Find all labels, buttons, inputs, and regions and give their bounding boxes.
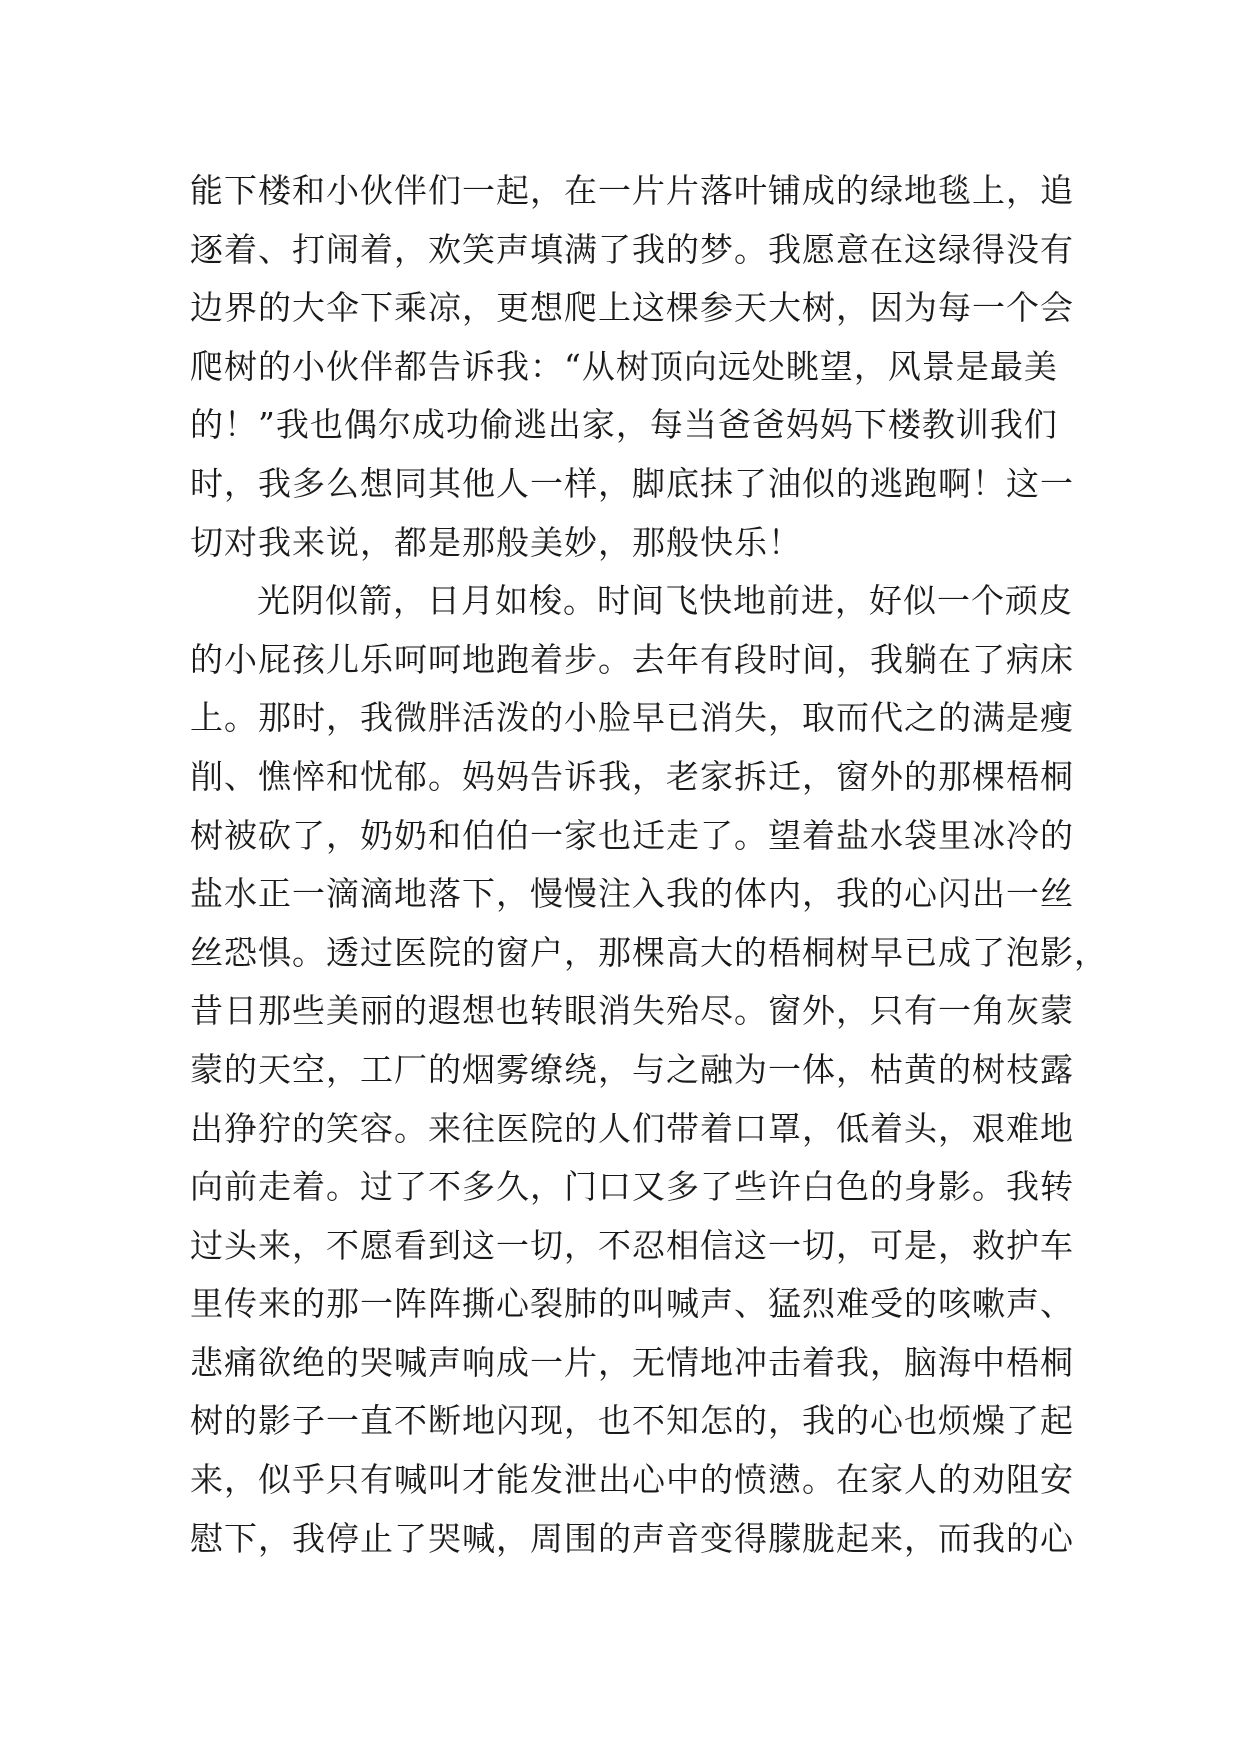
text-line: 切对我来说，都是那般美妙，那般快乐！	[190, 522, 802, 562]
text-line: 时，我多么想同其他人一样，脚底抹了油似的逃跑啊！这一	[190, 463, 1074, 503]
body-text	[190, 162, 1108, 1568]
text-line: 的！”我也偶尔成功偷逃出家，每当爸爸妈妈下楼教训我们	[190, 405, 1058, 445]
text-line: 悲痛欲绝的哭喊声响成一片，无情地冲击着我，脑海中梧桐	[190, 1342, 1074, 1382]
text-line: 向前走着。过了不多久，门口又多了些许白色的身影。我转	[190, 1167, 1074, 1207]
text-line: 逐着、打闹着，欢笑声填满了我的梦。我愿意在这绿得没有	[190, 229, 1074, 269]
text-line: 的小屁孩儿乐呵呵地跑着步。去年有段时间，我躺在了病床	[190, 639, 1074, 679]
paragraph-first-line: 光阴似箭，日月如梭。时间飞快地前进，好似一个顽皮	[257, 581, 1073, 621]
text-line: 出狰狞的笑容。来往医院的人们带着口罩，低着头，艰难地	[190, 1108, 1074, 1148]
text-line: 边界的大伞下乘凉，更想爬上这棵参天大树，因为每一个会	[190, 288, 1074, 328]
text-line: 蒙的天空，工厂的烟雾缭绕，与之融为一体，枯黄的树枝露	[190, 1049, 1074, 1089]
text-line: 树被砍了，奶奶和伯伯一家也迁走了。望着盐水袋里冰冷的	[190, 815, 1074, 855]
text-line: 过头来，不愿看到这一切，不忍相信这一切，可是，救护车	[190, 1225, 1074, 1265]
text-line: 削、憔悴和忧郁。妈妈告诉我，老家拆迁，窗外的那棵梧桐	[190, 756, 1074, 796]
text-line: 里传来的那一阵阵撕心裂肺的叫喊声、猛烈难受的咳嗽声、	[190, 1284, 1074, 1324]
text-line: 上。那时，我微胖活泼的小脸早已消失，取而代之的满是瘦	[190, 698, 1074, 738]
text-line: 盐水正一滴滴地落下，慢慢注入我的体内，我的心闪出一丝	[190, 874, 1074, 914]
text-line: 来，似乎只有喊叫才能发泄出心中的愤懑。在家人的劝阻安	[190, 1460, 1074, 1500]
text-line: 丝恐惧。透过医院的窗户，那棵高大的梧桐树早已成了泡影，	[190, 932, 1108, 972]
text-line: 慰下，我停止了哭喊，周围的声音变得朦胧起来，而我的心	[190, 1518, 1074, 1558]
text-line: 树的影子一直不断地闪现，也不知怎的，我的心也烦燥了起	[190, 1401, 1074, 1441]
text-line: 爬树的小伙伴都告诉我：“从树顶向远处眺望，风景是最美	[190, 346, 1058, 386]
text-line: 能下楼和小伙伴们一起，在一片片落叶铺成的绿地毯上，追	[190, 171, 1074, 210]
text-line: 昔日那些美丽的遐想也转眼消失殆尽。窗外，只有一角灰蒙	[190, 991, 1074, 1031]
